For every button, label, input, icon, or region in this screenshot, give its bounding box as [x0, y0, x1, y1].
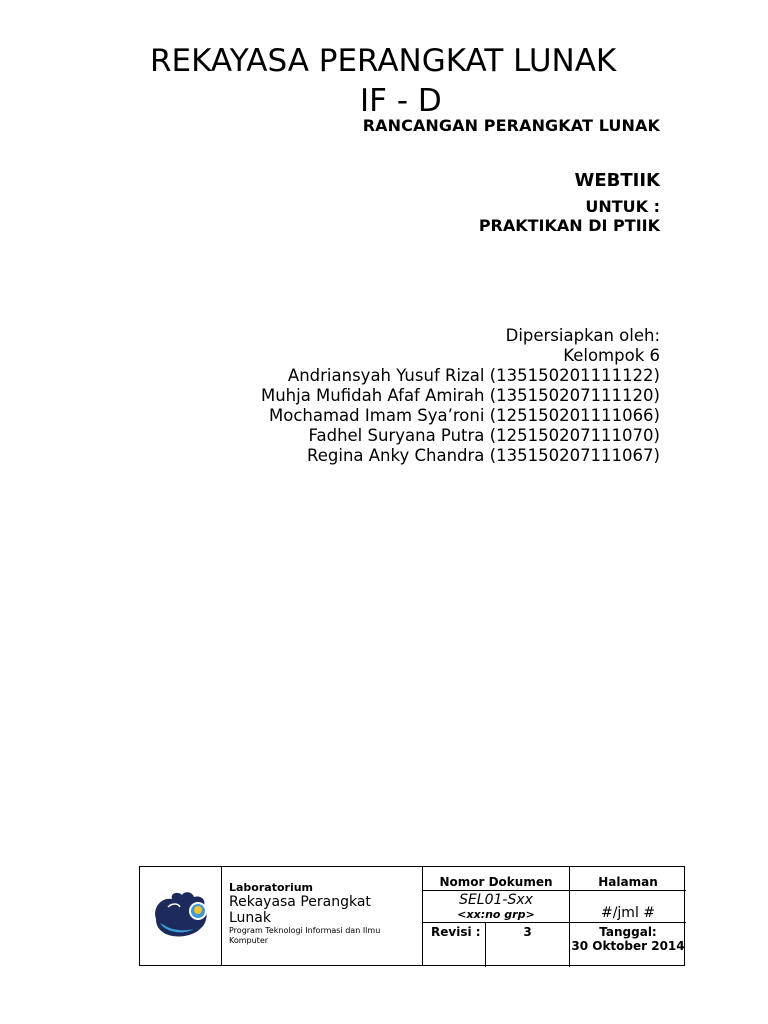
logo-cell — [140, 867, 222, 965]
lab-cell — [222, 867, 423, 965]
prepared-by-label: Dipersiapkan oleh: — [505, 326, 660, 345]
member-item: Mochamad Imam Sya’roni (125150201111066) — [269, 406, 660, 425]
page-value: #/jml # — [570, 891, 686, 923]
doc-number-cell — [423, 891, 570, 923]
program-name: Program Teknologi Informasi dan Ilmu Komputer — [229, 926, 381, 945]
group-name: Kelompok 6 — [563, 346, 660, 365]
lab-label: Laboratorium — [229, 881, 314, 894]
doc-number-header: Nomor Dokumen — [423, 867, 570, 891]
page-header: Halaman — [570, 867, 686, 891]
doc-number: SEL01-Sxx — [459, 892, 533, 908]
lab-name: Rekayasa Perangkat Lunak — [229, 894, 371, 926]
revision-label: Revisi : — [423, 923, 486, 967]
member-item: Andriansyah Yusuf Rizal (135150201111122) — [287, 366, 660, 385]
document-title: REKAYASA PERANGKAT LUNAK — [150, 43, 617, 79]
prepared-by-block — [261, 326, 660, 466]
audience-label: UNTUK : — [585, 197, 660, 216]
date-value: 30 Oktober 2014 — [571, 939, 685, 953]
audience-value: PRAKTIKAN DI PTIIK — [478, 216, 660, 235]
member-item: Regina Anky Chandra (135150207111067) — [307, 446, 660, 465]
product-name: WEBTIIK — [574, 170, 660, 191]
lab-logo-icon — [150, 889, 212, 941]
document-footer-table — [139, 866, 685, 966]
date-cell — [570, 923, 686, 967]
date-label: Tanggal: — [599, 925, 657, 939]
document-type: RANCANGAN PERANGKAT LUNAK — [362, 116, 660, 135]
doc-number-sub: <xx:no grp> — [457, 908, 535, 921]
revision-value: 3 — [486, 923, 570, 967]
member-item: Fadhel Suryana Putra (125150207111070) — [308, 426, 660, 445]
member-item: Muhja Mufidah Afaf Amirah (135150207111120) — [260, 386, 660, 405]
document-class: IF - D — [360, 83, 442, 119]
